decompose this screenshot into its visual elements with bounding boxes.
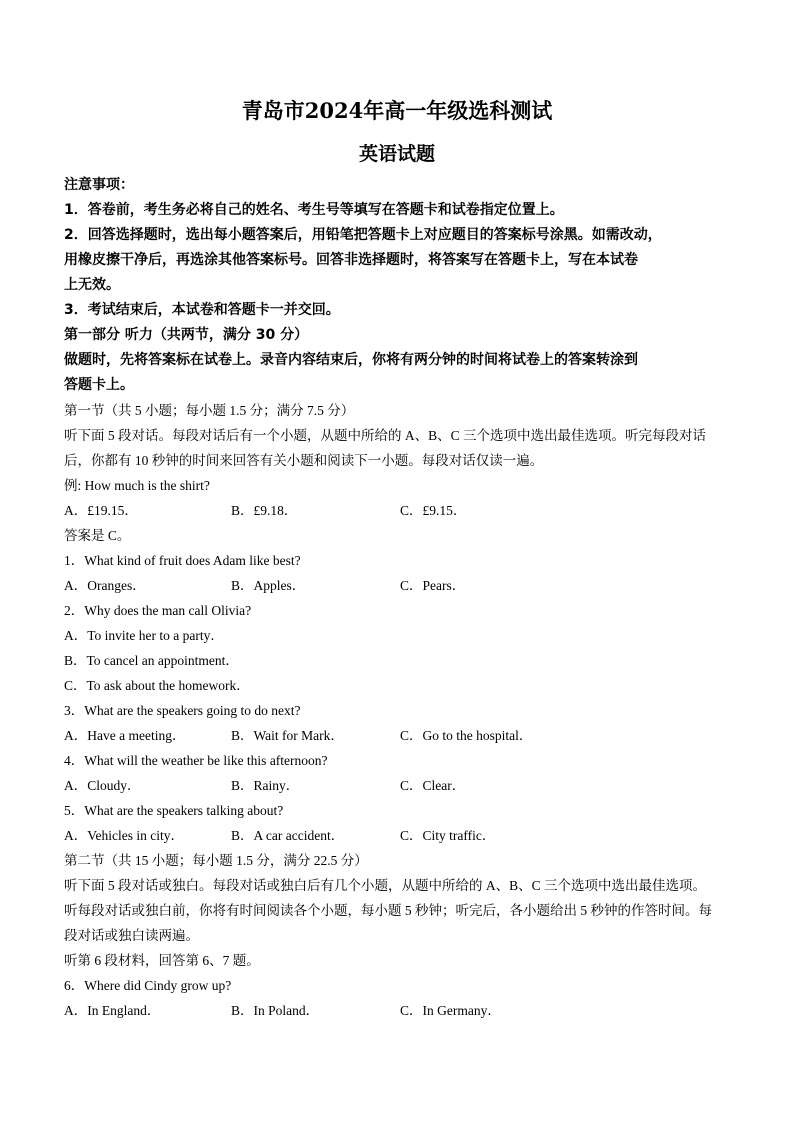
question-4-option-c: C．Clear． <box>400 778 466 793</box>
section2-instructions-line-1: 听下面 5 段对话或独白。每段对话或独白后有几个小题，从题中所给的 A、B、C 三个选项中选出最佳选项。 <box>64 878 707 893</box>
question-1-option-c: C．Pears． <box>400 578 466 593</box>
question-6: 6．Where did Cindy grow up? <box>64 978 232 993</box>
notice-item-2-line-2: 用橡皮擦干净后，再选涂其他答案标号。回答非选择题时，将答案写在答题卡上，写在本试卷 <box>64 252 638 268</box>
notice-item-3: 3．考试结束后，本试卷和答题卡一并交回。 <box>64 302 340 318</box>
notice-heading: 注意事项： <box>64 177 134 193</box>
question-2-option-b: B．To cancel an appointment． <box>64 653 239 668</box>
section2-instructions-line-3: 段对话或独白读两遍。 <box>64 928 199 943</box>
notice-item-1: 1．答卷前，考生务必将自己的姓名、考生号等填写在答题卡和试卷指定位置上。 <box>64 202 564 218</box>
question-5: 5．What are the speakers talking about? <box>64 803 284 818</box>
question-1: 1．What kind of fruit does Adam like best? <box>64 553 301 568</box>
section2-heading: 第二节（共 15 小题；每小题 1.5 分，满分 22.5 分） <box>64 853 368 868</box>
section1-heading: 第一节（共 5 小题；每小题 1.5 分；满分 7.5 分） <box>64 403 355 418</box>
notice-item-2-line-3: 上无效。 <box>64 277 120 293</box>
example-question: 例: How much is the shirt? <box>64 478 210 493</box>
example-answer: 答案是 C。 <box>64 528 131 543</box>
question-2: 2．Why does the man call Olivia? <box>64 603 252 618</box>
question-3-option-a: A．Have a meeting． <box>64 728 186 743</box>
part1-heading: 第一部分 听力（共两节，满分 30 分） <box>64 327 309 343</box>
section2-instructions-line-2: 听每段对话或独白前，你将有时间阅读各个小题，每小题 5 秒钟；听完后，各小题给出 5 秒钟的作答时间。每 <box>64 903 712 918</box>
exam-subtitle: 英语试题 <box>358 143 435 165</box>
question-3: 3．What are the speakers going to do next? <box>64 703 301 718</box>
example-option-b: B．£9.18． <box>231 503 298 518</box>
notice-item-2-line-1: 2．回答选择题时，选出每小题答案后，用铅笔把答题卡上对应题目的答案标号涂黑。如需改动， <box>64 227 662 243</box>
question-5-option-b: B．A car accident． <box>231 828 345 843</box>
question-5-option-c: C．City traffic． <box>400 828 496 843</box>
question-4: 4．What will the weather be like this afternoon? <box>64 753 328 768</box>
question-6-option-b: B．In Poland． <box>231 1003 320 1018</box>
question-4-option-b: B．Rainy． <box>231 778 300 793</box>
section1-instructions-line-2: 后，你都有 10 秒钟的时间来回答有关小题和阅读下一小题。每段对话仅读一遍。 <box>64 453 544 468</box>
question-6-option-a: A．In England． <box>64 1003 161 1018</box>
question-1-option-a: A．Oranges． <box>64 578 146 593</box>
example-option-c: C．£9.15． <box>400 503 467 518</box>
question-4-option-a: A．Cloudy． <box>64 778 141 793</box>
question-5-option-a: A．Vehicles in city． <box>64 828 184 843</box>
question-6-option-c: C．In Germany． <box>400 1003 501 1018</box>
exam-title: 青岛市2024年高一年级选科测试 <box>241 98 553 123</box>
question-2-option-a: A．To invite her to a party． <box>64 628 224 643</box>
section1-instructions-line-1: 听下面 5 段对话。每段对话后有一个小题，从题中所给的 A、B、C 三个选项中选出最佳选项。听完每段对话 <box>64 428 707 443</box>
material-6-note: 听第 6 段材料，回答第 6、7 题。 <box>64 953 260 968</box>
part1-intro-line-1: 做题时，先将答案标在试卷上。录音内容结束后，你将有两分钟的时间将试卷上的答案转涂到 <box>64 352 638 368</box>
part1-intro-line-2: 答题卡上。 <box>64 377 134 393</box>
example-option-a: A．£19.15． <box>64 503 138 518</box>
question-2-option-c: C．To ask about the homework． <box>64 678 250 693</box>
question-3-option-b: B．Wait for Mark． <box>231 728 344 743</box>
question-1-option-b: B．Apples． <box>231 578 306 593</box>
question-3-option-c: C．Go to the hospital． <box>400 728 533 743</box>
